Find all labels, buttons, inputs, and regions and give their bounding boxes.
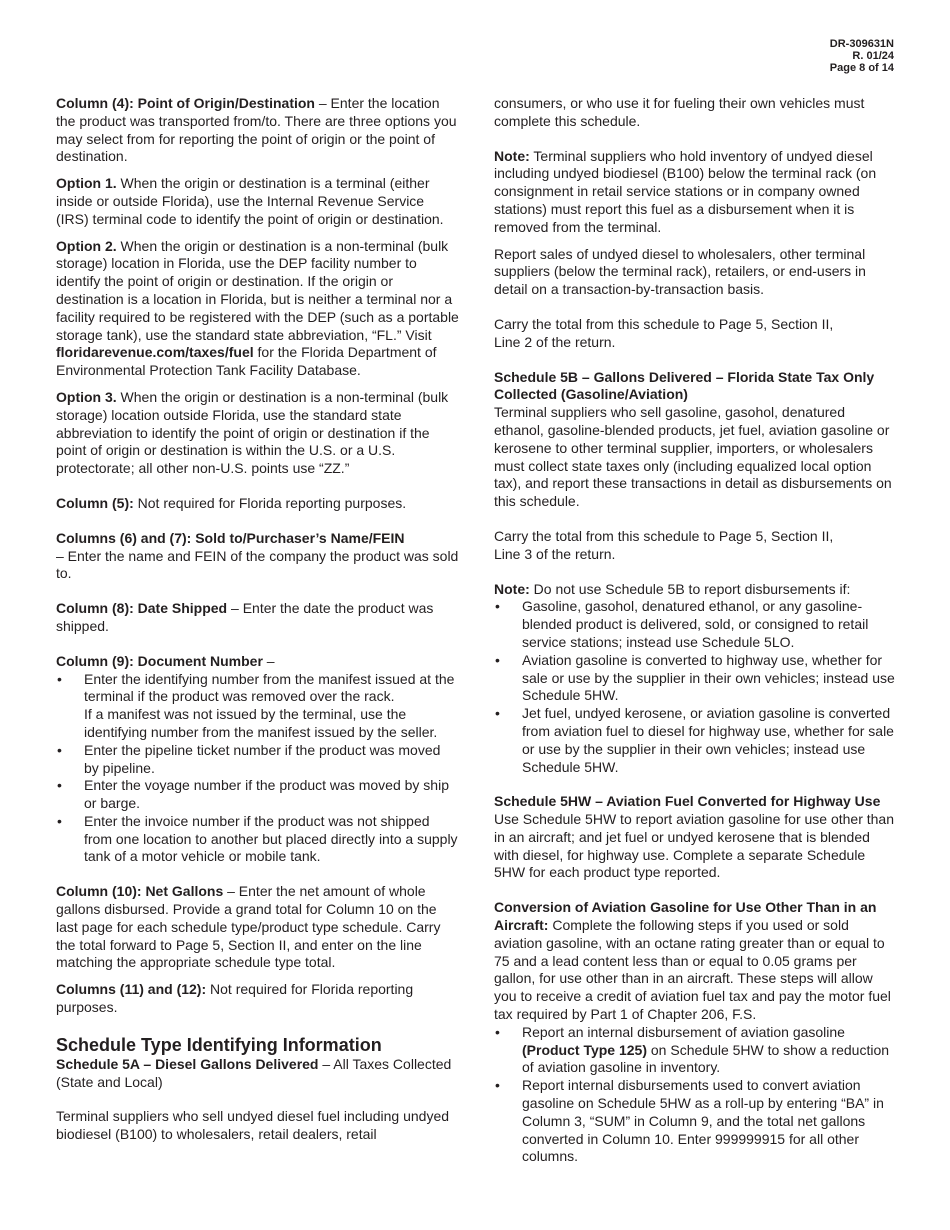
column-10-text: – Enter the net amount of whole gallons disbursed. Provide a grand total for Column 10 on the last page for each schedule type/product type schedule. Carry the total forward to Page 5, Section II, and enter on the line matching the appropriate schedule type total. bbox=[56, 883, 441, 971]
list-item: • Report internal disbursements used to convert aviation gasoline on Schedule 5HW as a roll-up by entering “BA” in Column 3, “SUM” in Column 9, and the total net gallons converted in Column 10. Enter 999999915 for all other columns. bbox=[494, 1077, 896, 1166]
page-header bbox=[830, 38, 894, 74]
list-item: • Enter the voyage number if the product was moved by ship or barge. bbox=[56, 777, 459, 813]
column-8-text: – Enter the date the product was shipped. bbox=[56, 600, 434, 634]
note-1-text: Terminal suppliers who hold inventory of undyed diesel including undyed biodiesel (B100) below the terminal rack (on consignment in retail service stations or in company owned stations) must report this fuel as a disbursement when it is removed from the terminal. bbox=[494, 147, 877, 235]
columns-11-12-title: Columns (11) and (12): bbox=[56, 981, 207, 998]
columns-6-7-text: – Enter the name and FEIN of the company the product was sold to. bbox=[56, 547, 459, 582]
column-5-title: Column (5): bbox=[56, 494, 134, 511]
conversion-title: Conversion of Aviation Gasoline for Use Other Than in an Aircraft: bbox=[494, 899, 877, 934]
columns-6-7-paragraph bbox=[56, 530, 459, 583]
list-item-text: If a manifest was not issued by the terminal, use the identifying number from the manifest issued by the seller. bbox=[84, 706, 438, 740]
note-2-title: Note: bbox=[494, 580, 530, 597]
column-8-paragraph bbox=[56, 600, 459, 636]
columns-11-12-text: Not required for Florida reporting purposes. bbox=[56, 981, 414, 1016]
column-4-text: – Enter the location the product was transported from/to. There are three options you may select from for reporting the point of origin or the point of destination. bbox=[56, 95, 457, 165]
note-2-list bbox=[494, 598, 896, 776]
list-item bbox=[56, 671, 459, 742]
schedule-5hw-title: Schedule 5HW – Aviation Fuel Converted for Highway Use bbox=[494, 793, 881, 810]
list-item: • Aviation gasoline is converted to highway use, whether for sale or use by the supplier in their own vehicles; instead use Schedule 5HW. bbox=[494, 652, 896, 705]
option-1-text: When the origin or destination is a terminal (either inside or outside Florida), use the Internal Revenue Service (IRS) terminal code to identify the point of origin or destination. bbox=[56, 175, 444, 227]
column-9-paragraph bbox=[56, 653, 459, 671]
carry-text: Line 2 of the return. bbox=[494, 333, 616, 350]
carry-text: Carry the total from this schedule to Page 5, Section II, bbox=[494, 315, 834, 332]
column-10-paragraph bbox=[56, 883, 459, 972]
column-5-paragraph bbox=[56, 495, 459, 513]
column-8-title: Column (8): Date Shipped bbox=[56, 600, 228, 617]
conversion-text: Complete the following steps if you used or sold aviation gasoline, with an octane rating greater than or equal to 75 and a lead content less than or equal to 0.05 grams per gallon, for use other than in an aircraft. These steps will allow you to receive a credit of aviation fuel tax and pay the motor fuel tax required by Part 1 of Chapter 206, F.S. bbox=[494, 917, 891, 1023]
list-item: • Jet fuel, undyed kerosene, or aviation gasoline is converted from aviation fuel to diesel for highway use, whether for sale or use by the supplier in their own vehicles; instead use Schedule 5HW. bbox=[494, 705, 896, 776]
schedule-5hw-text: Use Schedule 5HW to report aviation gasoline for use other than in an aircraft; and jet fuel or undyed kerosene that is blended with diesel, for highway use. Complete a separate Schedule 5HW for each product type reported. bbox=[494, 811, 895, 881]
schedule-5a-text: – All Taxes Collected (State and Local) bbox=[56, 1055, 452, 1090]
list-item-text: • Enter the identifying number from the manifest issued at the terminal if the product was removed over the rack. bbox=[84, 670, 455, 705]
right-column bbox=[494, 95, 896, 1183]
schedule-5b-paragraph bbox=[494, 369, 896, 511]
option-3-paragraph bbox=[56, 389, 459, 478]
carry-text: Line 3 of the return. bbox=[494, 545, 616, 562]
left-column bbox=[56, 95, 459, 1153]
schedule-5a-body: Terminal suppliers who sell undyed diesel fuel including undyed biodiesel (B100) to wholesalers, retail dealers, retail bbox=[56, 1108, 450, 1143]
option-3-title: Option 3. bbox=[56, 388, 117, 405]
schedule-type-heading: Schedule Type Identifying Information bbox=[56, 1034, 382, 1055]
schedule-5b-text: Terminal suppliers who sell gasoline, gasohol, denatured ethanol, gasoline-blended products, jet fuel, aviation gasoline or kerosene to other terminal supplier, importers, or wholesalers must collect state taxes only (including equalized local option tax), and report these transactions in detail as disbursements on this schedule. bbox=[494, 404, 892, 510]
fuel-website-link[interactable]: floridarevenue.com/taxes/fuel bbox=[56, 344, 254, 361]
option-3-text: When the origin or destination is a non-terminal (bulk storage) location outside Florida, use the standard state abbreviation to identify the point of origin or destination if the point of origin or destination is within the U.S. or a U.S. protectorate; all other non-U.S. points use “ZZ.” bbox=[56, 388, 449, 477]
conversion-list bbox=[494, 1024, 896, 1166]
option-2-paragraph bbox=[56, 238, 459, 380]
schedule-5b-title: Schedule 5B – Gallons Delivered – Florida State Tax Only Collected (Gasoline/Aviation) bbox=[494, 368, 875, 403]
report-paragraph: Report sales of undyed diesel to wholesalers, other terminal suppliers (below the terminal rack), retailers, or end-users in detail on a transaction-by-transaction basis. bbox=[494, 245, 866, 298]
column-4-title: Column (4): Point of Origin/Destination bbox=[56, 95, 315, 111]
schedule-5hw-paragraph bbox=[494, 793, 896, 882]
note-2-text: Do not use Schedule 5B to report disbursements if: bbox=[529, 580, 851, 597]
list-item: • Enter the pipeline ticket number if the product was moved by pipeline. bbox=[56, 742, 459, 778]
list-item: • Enter the invoice number if the product was not shipped from one location to another but placed directly into a supply tank of a motor vehicle or mobile tank. bbox=[56, 813, 459, 866]
schedule-5a-title: Schedule 5A – Diesel Gallons Delivered bbox=[56, 1055, 319, 1072]
page-number: Page 8 of 14 bbox=[829, 62, 894, 74]
form-revision: R. 01/24 bbox=[852, 50, 894, 62]
columns-6-7-title: Columns (6) and (7): Sold to/Purchaser’s Name/FEIN bbox=[56, 529, 405, 546]
note-1-title: Note: bbox=[494, 147, 530, 164]
option-2-text-end: for the Florida Department of Environmental Protection Tank Facility Database. bbox=[56, 344, 437, 379]
column-9-text: – bbox=[262, 652, 275, 669]
schedule-5a-paragraph bbox=[56, 1056, 459, 1092]
conversion-paragraph bbox=[494, 899, 896, 1024]
carry-text: Carry the total from this schedule to Page 5, Section II, bbox=[494, 527, 834, 544]
column-5-text: Not required for Florida reporting purposes. bbox=[133, 494, 407, 511]
option-1-title: Option 1. bbox=[56, 175, 117, 192]
list-item bbox=[494, 1024, 896, 1077]
columns-11-12-paragraph bbox=[56, 981, 459, 1017]
column-10-title: Column (10): Net Gallons bbox=[56, 883, 224, 900]
carry-total-line-2 bbox=[494, 316, 896, 352]
list-item-text: on Schedule 5HW to show a reduction of aviation gasoline in inventory. bbox=[522, 1041, 890, 1076]
form-id: DR-309631N bbox=[829, 38, 894, 50]
carry-total-line-3 bbox=[494, 528, 896, 564]
column-4-paragraph bbox=[56, 95, 459, 166]
continuation-paragraph: consumers, or who use it for fueling their own vehicles must complete this schedule. bbox=[494, 95, 865, 129]
option-2-title: Option 2. bbox=[56, 237, 117, 254]
list-item-text: Report an internal disbursement of aviation gasoline bbox=[522, 1023, 845, 1040]
list-item: • Gasoline, gasohol, denatured ethanol, or any gasoline-blended product is delivered, sold, or consigned to retail service stations; instead use Schedule 5LO. bbox=[494, 598, 896, 651]
option-2-text: When the origin or destination is a non-terminal (bulk storage) location in Florida, use the DEP facility number to identify the point of origin or destination. If the origin or destination is a location in Florida, but is neither a terminal nor a facility required to be registered with the DEP (such as a portable storage tank), use the standard state abbreviation, “FL.” Visit bbox=[56, 237, 459, 343]
note-2-paragraph bbox=[494, 581, 896, 599]
column-9-list bbox=[56, 671, 459, 867]
product-type-125: (Product Type 125) bbox=[522, 1041, 647, 1058]
note-1-paragraph bbox=[494, 148, 896, 237]
option-1-paragraph bbox=[56, 175, 459, 228]
column-9-title: Column (9): Document Number bbox=[56, 652, 263, 669]
